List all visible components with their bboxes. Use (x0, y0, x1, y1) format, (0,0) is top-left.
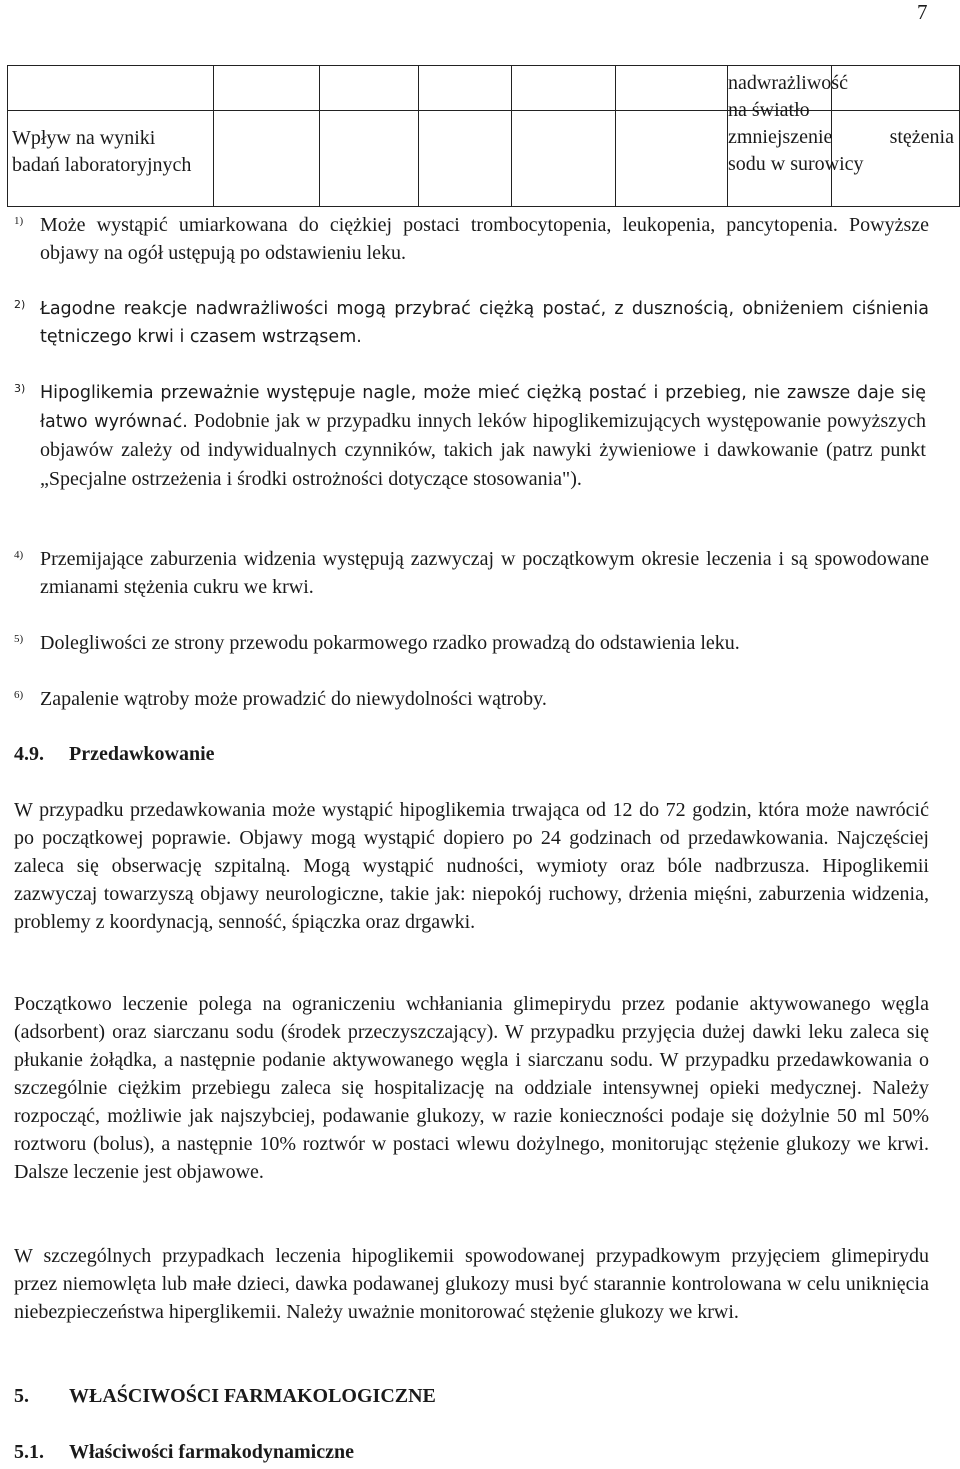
footnote-text: Może wystąpić umiarkowana do ciężkiej postaci trombocytopenia, leukopenia, pancytopenia. Powyższe objawy na ogół ustępują po odstawieniu leku. (40, 214, 929, 264)
footnote-2 (14, 295, 929, 351)
footnote-mark: 2) (14, 298, 26, 311)
table-text-line: zmniejszenie stężenia (728, 126, 954, 148)
footnote-text-part: Podobnie jak w przypadku innych leków hipoglikemizujących występowanie powyższych objawów zależy od indywidualnych czynników, takich jak nawyki żywieniowe i dawkowanie (patrz punkt „Specjalne ostrzeżenia i środki ostrożności dotyczące stosowania"). (40, 410, 927, 490)
footnote-text (40, 379, 926, 494)
footnote-text: Dolegliwości ze strony przewodu pokarmowego rzadko prowadzą do odstawienia leku. (40, 632, 740, 654)
table-text-line: nadwrażliwość (728, 72, 848, 94)
footnote-1 (14, 211, 929, 267)
table-text-line: sodu w surowicy (728, 153, 864, 175)
table-text-line: na światło (728, 99, 810, 121)
footnote-text: Zapalenie wątroby może prowadzić do niewydolności wątroby. (40, 688, 547, 710)
table-cell (320, 66, 419, 111)
page-number: 7 (917, 0, 928, 24)
section-heading-5-1 (14, 1438, 354, 1466)
footnote-text: Łagodne reakcje nadwrażliwości mogą przybrać ciężką postać, z dusznością, obniżeniem ciśnienia tętniczego krwi i czasem wstrząsem. (40, 299, 929, 347)
footnote-5 (14, 629, 929, 657)
table-cell (419, 111, 512, 207)
footnote-mark: 4) (14, 549, 24, 561)
table-cell (320, 111, 419, 207)
table-cell (512, 111, 616, 207)
section-title: Przedawkowanie (69, 743, 215, 765)
table-row-label: Wpływ na wyniki badań laboratoryjnych (12, 127, 192, 176)
overdose-paragraph-1: W przypadku przedawkowania może wystąpić hipoglikemia trwająca od 12 do 72 godzin, która może nawrócić po początkowej poprawie. Objawy mogą wystąpić dopiero po 24 godzinach od przedawkowania. Najczęściej zaleca się obserwację szpitalną. Mogą wystąpić nudności, wymioty oraz bóle nadbrzusza. Hipoglikemii zazwyczaj towarzyszą objawy neurologiczne, takie jak: niepokój ruchowy, drżenia mięśni, zaburzenia widzenia, problemy z koordynacją, senność, śpiączka oraz drgawki. (14, 799, 929, 933)
footnote-mark: 3) (14, 382, 26, 395)
footnote-text-part: Hipoglikemia przeważnie występuje nagle, może mieć ciężką postać i przebieg, nie zawsze daje się łatwo wyrównać. (40, 383, 926, 432)
table-cell (214, 66, 320, 111)
section-number: 5. (14, 1385, 29, 1407)
table-cell (8, 66, 214, 111)
table-cell (616, 66, 728, 111)
table-cell (419, 66, 512, 111)
table-cell (512, 66, 616, 111)
footnote-mark: 6) (14, 689, 24, 701)
footnote-4 (14, 545, 929, 601)
overdose-paragraph-2: Początkowo leczenie polega na ograniczeniu wchłaniania glimepirydu przez podanie aktywowanego węgla (adsorbent) oraz siarczanu sodu (środek przeczyszczający). W przypadku przyjęcia dużej dawki leku zaleca się płukanie żołądka, a następnie podanie aktywowanego węgla i siarczanu sodu. W przypadku przedawkowania o szczególnie ciężkim przebiegu zaleca się hospitalizację na oddziale intensywnej opieki medycznej. Należy rozpocząć, możliwie jak najszybciej, podawanie glukozy, w razie konieczności podaje się dożylnie 50 ml 50% roztworu (bolus), a następnie 10% roztwór w postaci wlewu dożylnego, monitorując stężenie glukozy we krwi. Dalsze leczenie jest objawowe. (14, 993, 929, 1183)
section-number: 4.9. (14, 743, 44, 765)
footnote-6 (14, 685, 929, 713)
section-number: 5.1. (14, 1441, 44, 1463)
overdose-paragraph-3: W szczególnych przypadkach leczenia hipoglikemii spowodowanej przypadkowym przyjęciem glimepirydu przez niemowlęta lub małe dzieci, dawka podawanej glukozy musi być starannie kontrolowana w celu uniknięcia niebezpieczeństwa hiperglikemii. Należy uważnie monitorować stężenie glukozy we krwi. (14, 1245, 929, 1323)
table-cell (214, 111, 320, 207)
section-heading-overdose (14, 740, 215, 768)
table-cell (616, 111, 728, 207)
footnote-3 (14, 379, 926, 494)
section-title: WŁAŚCIWOŚCI FARMAKOLOGICZNE (69, 1385, 436, 1407)
footnote-text: Przemijające zaburzenia widzenia występują zazwyczaj w początkowym okresie leczenia i są spowodowane zmianami stężenia cukru we krwi. (40, 548, 929, 598)
section-title: Właściwości farmakodynamiczne (69, 1441, 354, 1463)
section-heading-5 (14, 1382, 436, 1410)
table-last-column-text (728, 70, 954, 178)
footnote-mark: 5) (14, 633, 24, 645)
footnote-mark: 1) (14, 215, 24, 227)
